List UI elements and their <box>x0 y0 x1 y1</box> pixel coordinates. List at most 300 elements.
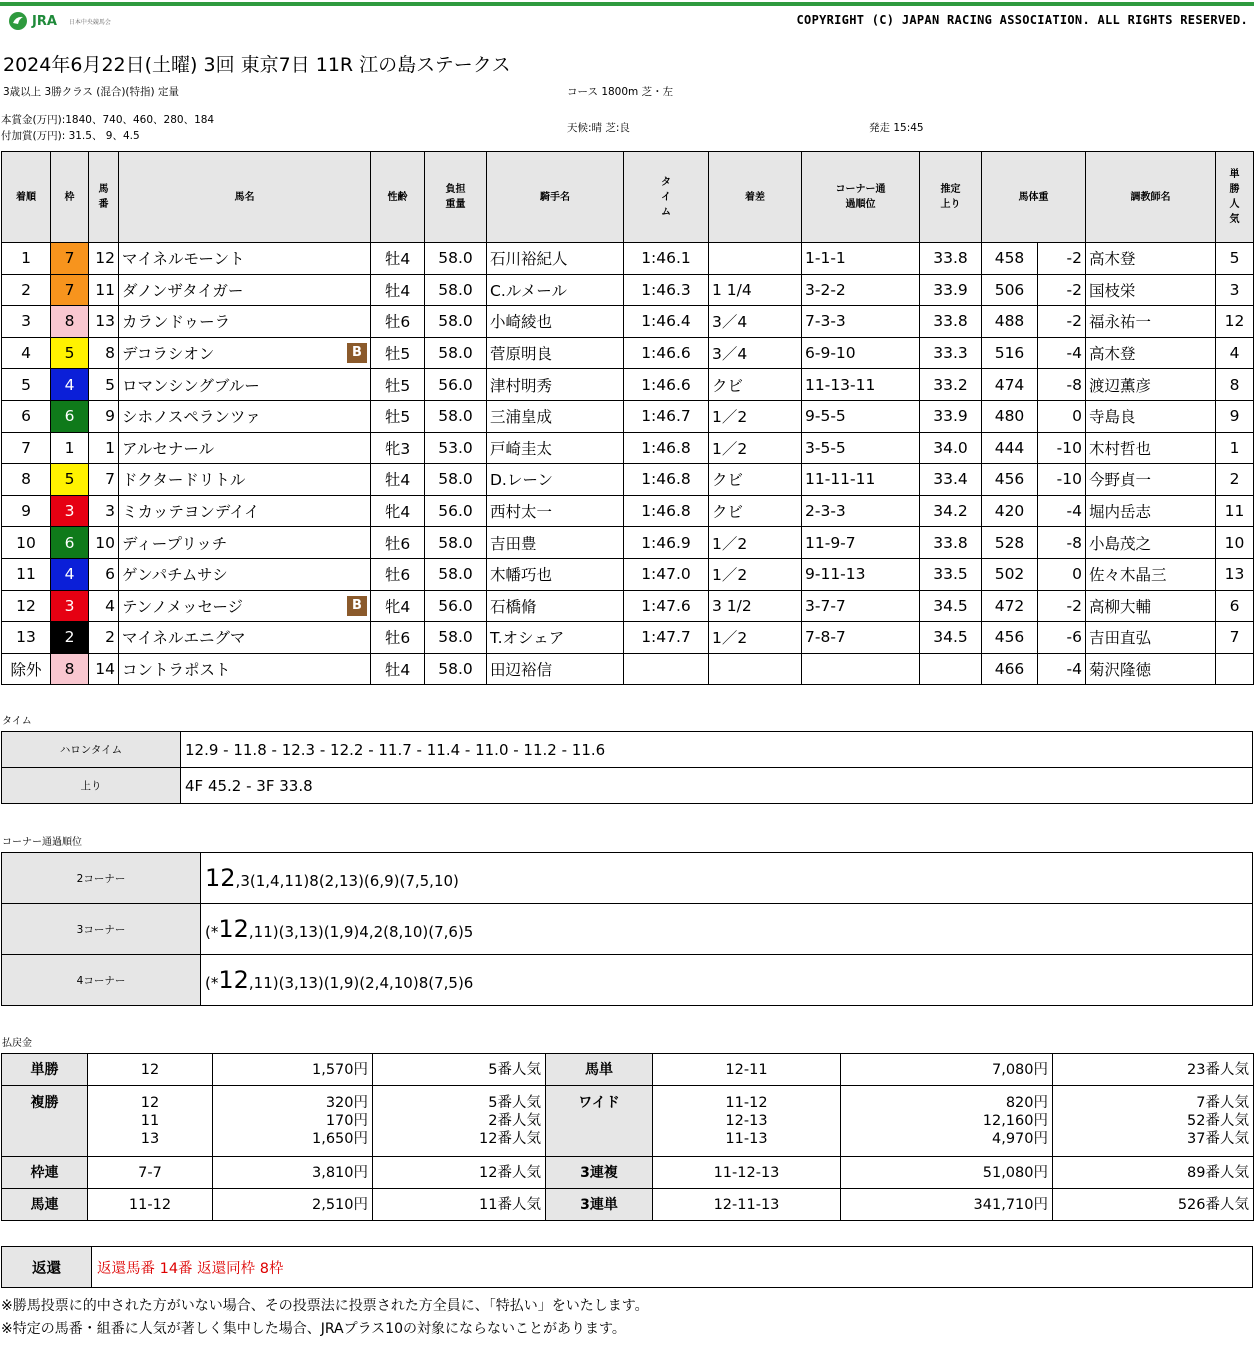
waku-cell: 5 <box>51 337 89 369</box>
umaren-pop: 11番人気 <box>373 1189 546 1221</box>
last3f-cell: 33.8 <box>920 243 982 275</box>
trainer-link[interactable]: 小島茂之 <box>1089 534 1152 553</box>
fukusho-combo: 13 <box>140 1131 160 1147</box>
weight-diff-cell: 0 <box>1038 558 1086 590</box>
popularity-cell: 12 <box>1216 306 1254 338</box>
horse-name[interactable]: マイネルエニグマ <box>122 629 246 648</box>
umatan-amount: 7,080円 <box>841 1054 1053 1086</box>
corner-cell: 9-11-13 <box>802 558 920 590</box>
jockey-link[interactable]: 小崎綾也 <box>490 313 553 332</box>
waku-cell: 3 <box>51 495 89 527</box>
time-cell: 1:46.8 <box>624 432 709 464</box>
last3f-cell: 33.8 <box>920 527 982 559</box>
sanrenpuku-amount: 51,080円 <box>841 1157 1053 1189</box>
horse-name[interactable]: コントラポスト <box>122 661 231 680</box>
result-row <box>2 432 1254 464</box>
waku-cell: 7 <box>51 243 89 275</box>
time-cell: 1:46.7 <box>624 400 709 432</box>
header-corners <box>802 152 920 243</box>
horse-name-cell <box>119 622 371 654</box>
jockey-cell <box>487 306 624 338</box>
header-jockey: 騎手名 <box>487 152 624 243</box>
fukusho-amount: 320円 <box>325 1095 368 1111</box>
trainer-link[interactable]: 福永祐一 <box>1089 313 1152 332</box>
payout-row <box>2 1086 1254 1157</box>
horse-name-cell <box>119 306 371 338</box>
horse-name[interactable]: アルセナール <box>122 439 215 458</box>
waku-cell: 3 <box>51 590 89 622</box>
fukusho-combo: 12 <box>140 1095 160 1111</box>
horse-name-cell <box>119 653 371 685</box>
umaban-cell: 4 <box>89 590 119 622</box>
result-row <box>2 243 1254 275</box>
horse-name[interactable]: デコラシオン <box>122 345 215 364</box>
popularity-cell: 8 <box>1216 369 1254 401</box>
header-margin: 着差 <box>709 152 802 243</box>
place-cell: 10 <box>2 527 51 559</box>
trainer-link[interactable]: 国枝栄 <box>1089 281 1136 300</box>
trainer-cell <box>1086 337 1216 369</box>
place-cell: 11 <box>2 558 51 590</box>
horse-name-cell <box>119 274 371 306</box>
agari-row <box>2 768 1253 804</box>
header-popularity-text: 単勝人気 <box>1229 169 1240 225</box>
umaban-cell: 2 <box>89 622 119 654</box>
place-cell: 2 <box>2 274 51 306</box>
trainer-cell <box>1086 432 1216 464</box>
corner-cell: 11-9-7 <box>802 527 920 559</box>
jockey-cell <box>487 337 624 369</box>
body-weight-cell: 420 <box>982 495 1038 527</box>
waku-cell: 6 <box>51 400 89 432</box>
margin-cell: 1 1/4 <box>709 274 802 306</box>
fukusho-pop: 12番人気 <box>479 1131 541 1147</box>
result-row <box>2 464 1254 496</box>
header-last3f-text: 推定上り <box>940 184 961 210</box>
waku-cell: 8 <box>51 653 89 685</box>
umaban-cell: 3 <box>89 495 119 527</box>
jockey-cell <box>487 653 624 685</box>
jockey-cell <box>487 243 624 275</box>
furlong-value: 12.9 - 11.8 - 12.3 - 12.2 - 11.7 - 11.4 - 11.0 - 11.2 - 11.6 <box>181 732 1253 768</box>
result-row <box>2 369 1254 401</box>
horse-name[interactable]: シホノスペランツァ <box>122 408 261 427</box>
weight-diff-cell: -6 <box>1038 622 1086 654</box>
trainer-cell <box>1086 306 1216 338</box>
horse-name[interactable]: ディープリッチ <box>122 534 228 553</box>
jockey-cell <box>487 400 624 432</box>
jockey-link[interactable]: 木幡巧也 <box>490 566 553 585</box>
weight-carried-cell: 58.0 <box>425 464 487 496</box>
place-cell: 13 <box>2 622 51 654</box>
wide-amount: 4,970円 <box>991 1131 1048 1147</box>
sanrentan-combo: 12-11-13 <box>653 1189 841 1221</box>
sex-age-cell: 牝4 <box>371 495 425 527</box>
header-body-weight: 馬体重 <box>982 152 1086 243</box>
time-table <box>1 731 1253 804</box>
horse-name-cell <box>119 527 371 559</box>
sex-age-cell: 牡6 <box>371 622 425 654</box>
margin-cell: クビ <box>709 464 802 496</box>
body-weight-cell: 502 <box>982 558 1038 590</box>
tansho-label: 単勝 <box>2 1054 88 1086</box>
corner-cell: 7-3-3 <box>802 306 920 338</box>
header-umaban-text: 馬番 <box>98 184 109 210</box>
fukusho-amounts <box>213 1086 373 1157</box>
popularity-cell <box>1216 653 1254 685</box>
umaban-cell: 13 <box>89 306 119 338</box>
umaban-cell: 12 <box>89 243 119 275</box>
horse-name[interactable]: マイネルモーント <box>122 250 245 269</box>
last3f-cell: 34.5 <box>920 622 982 654</box>
popularity-cell: 7 <box>1216 622 1254 654</box>
sanrenpuku-combo: 11-12-13 <box>653 1157 841 1189</box>
wakuren-label: 枠連 <box>2 1157 88 1189</box>
body-weight-cell: 472 <box>982 590 1038 622</box>
wide-pops <box>1053 1086 1254 1157</box>
margin-cell: 3／4 <box>709 337 802 369</box>
weight-carried-cell: 56.0 <box>425 495 487 527</box>
horse-name[interactable]: テンノメッセージ <box>122 597 244 616</box>
place-cell: 3 <box>2 306 51 338</box>
jockey-cell <box>487 432 624 464</box>
last3f-cell: 34.0 <box>920 432 982 464</box>
jockey-link[interactable]: 石川裕紀人 <box>490 250 568 269</box>
corner-leader: 12 <box>218 915 249 943</box>
horse-name[interactable]: ミカッテヨンデイイ <box>122 503 260 522</box>
header-place: 着順 <box>2 152 51 243</box>
sex-age-cell: 牡5 <box>371 337 425 369</box>
umaren-label: 馬連 <box>2 1189 88 1221</box>
jockey-link[interactable]: C.ルメール <box>490 281 567 300</box>
trainer-cell <box>1086 558 1216 590</box>
body-weight-cell: 458 <box>982 243 1038 275</box>
horse-name-cell <box>119 432 371 464</box>
place-cell: 8 <box>2 464 51 496</box>
weight-carried-cell: 58.0 <box>425 622 487 654</box>
corner-section-label: コーナー通過順位 <box>2 837 82 848</box>
blinker-badge: B <box>347 596 367 616</box>
weight-carried-cell: 58.0 <box>425 274 487 306</box>
payout-row <box>2 1054 1254 1086</box>
payout-row <box>2 1157 1254 1189</box>
jockey-link[interactable]: 石橋脩 <box>490 597 537 616</box>
corner-label: 4コーナー <box>2 955 201 1006</box>
time-section-label: タイム <box>2 716 32 727</box>
umaban-cell: 11 <box>89 274 119 306</box>
payout-section-label: 払戻金 <box>2 1038 32 1049</box>
weather-track: 天候:晴 芝:良 <box>567 122 630 134</box>
corner-leader: 12 <box>218 966 249 994</box>
wide-combo: 11-12 <box>725 1095 768 1111</box>
weight-diff-cell: -8 <box>1038 527 1086 559</box>
results-header-row <box>2 152 1254 243</box>
last3f-cell: 34.5 <box>920 590 982 622</box>
jockey-link[interactable]: 菅原明良 <box>490 345 553 364</box>
time-cell: 1:46.9 <box>624 527 709 559</box>
furlong-label: ハロンタイム <box>2 732 181 768</box>
weight-carried-cell: 58.0 <box>425 400 487 432</box>
popularity-cell: 4 <box>1216 337 1254 369</box>
header-waku: 枠 <box>51 152 89 243</box>
weight-carried-cell: 58.0 <box>425 306 487 338</box>
weight-diff-cell: -2 <box>1038 590 1086 622</box>
last3f-cell: 33.2 <box>920 369 982 401</box>
corner-cell: 2-3-3 <box>802 495 920 527</box>
horse-name[interactable]: ダノンザタイガー <box>122 281 244 300</box>
jockey-link[interactable]: 吉田豊 <box>490 534 537 553</box>
popularity-cell: 11 <box>1216 495 1254 527</box>
horse-name[interactable]: ドクタードリトル <box>122 471 246 490</box>
result-row <box>2 590 1254 622</box>
umaban-cell: 5 <box>89 369 119 401</box>
body-weight-cell: 444 <box>982 432 1038 464</box>
place-cell: 除外 <box>2 653 51 685</box>
jockey-link[interactable]: T.オシェア <box>490 629 565 648</box>
trainer-cell <box>1086 495 1216 527</box>
sanrentan-amount: 341,710円 <box>841 1189 1053 1221</box>
results-body <box>2 243 1254 685</box>
jockey-cell <box>487 495 624 527</box>
corner-cell: 9-5-5 <box>802 400 920 432</box>
body-weight-cell: 506 <box>982 274 1038 306</box>
wide-combos <box>653 1086 841 1157</box>
header-corners-text: コーナー通過順位 <box>835 184 886 210</box>
jockey-cell <box>487 527 624 559</box>
sanrenpuku-label: 3連複 <box>546 1157 653 1189</box>
margin-cell: 3／4 <box>709 306 802 338</box>
result-row <box>2 558 1254 590</box>
result-row <box>2 622 1254 654</box>
corner-cell <box>802 653 920 685</box>
margin-cell: 1／2 <box>709 558 802 590</box>
jockey-link[interactable]: 戸崎圭太 <box>490 439 553 458</box>
corner-label: 3コーナー <box>2 904 201 955</box>
jockey-link[interactable]: 西村太一 <box>490 503 553 522</box>
prize-extra: 付加賞(万円): 31.5、 9、4.5 <box>1 130 140 142</box>
header-time <box>624 152 709 243</box>
note-jra-plus10: ※特定の馬番・組番に人気が著しく集中した場合、JRAプラス10の対象にならないことがあります。 <box>1 1321 626 1337</box>
margin-cell: クビ <box>709 495 802 527</box>
sex-age-cell: 牝4 <box>371 590 425 622</box>
last3f-cell: 33.3 <box>920 337 982 369</box>
umaban-cell: 10 <box>89 527 119 559</box>
umatan-label: 馬単 <box>546 1054 653 1086</box>
corner-order <box>201 853 1253 904</box>
agari-value: 4F 45.2 - 3F 33.8 <box>181 768 1253 804</box>
body-weight-cell: 474 <box>982 369 1038 401</box>
corner-prefix: (* <box>205 923 219 941</box>
jockey-link[interactable]: D.レーン <box>490 471 554 490</box>
place-cell: 1 <box>2 243 51 275</box>
horse-name[interactable]: ゲンパチムサシ <box>122 566 228 585</box>
trainer-link[interactable]: 堀内岳志 <box>1089 503 1152 522</box>
trainer-link[interactable]: 高木登 <box>1089 345 1136 364</box>
weight-carried-cell: 53.0 <box>425 432 487 464</box>
tansho-pop: 5番人気 <box>373 1054 546 1086</box>
fukusho-combo: 11 <box>140 1113 160 1129</box>
corner-leader: 12 <box>205 864 236 892</box>
fukusho-amount: 170円 <box>325 1113 368 1129</box>
waku-cell: 7 <box>51 274 89 306</box>
logo-text: JRA <box>32 13 57 29</box>
jra-emblem-icon <box>8 11 28 31</box>
jockey-link[interactable]: 三浦皇成 <box>490 408 553 427</box>
sex-age-cell: 牡6 <box>371 306 425 338</box>
umaban-cell: 9 <box>89 400 119 432</box>
payout-table <box>1 1053 1254 1221</box>
waku-cell: 4 <box>51 369 89 401</box>
sex-age-cell: 牡6 <box>371 527 425 559</box>
weight-diff-cell: -4 <box>1038 495 1086 527</box>
popularity-cell: 1 <box>1216 432 1254 464</box>
horse-name-cell <box>119 558 371 590</box>
jra-logo <box>8 10 111 32</box>
time-cell: 1:46.8 <box>624 464 709 496</box>
note-special-payout: ※勝馬投票に的中された方がいない場合、その投票法に投票された方全員に、「特払い」をいたします。 <box>1 1298 649 1314</box>
waku-cell: 1 <box>51 432 89 464</box>
copyright-notice: COPYRIGHT (C) JAPAN RACING ASSOCIATION. ALL RIGHTS RESERVED. <box>796 13 1248 27</box>
horse-name-cell <box>119 495 371 527</box>
result-row <box>2 400 1254 432</box>
corner-rest: ,3(1,4,11)8(2,13)(6,9)(7,5,10) <box>235 872 459 890</box>
place-cell: 7 <box>2 432 51 464</box>
trainer-cell <box>1086 400 1216 432</box>
race-title: 2024年6月22日(土曜) 3回 東京7日 11R 江の島ステークス <box>3 54 511 76</box>
margin-cell <box>709 653 802 685</box>
trainer-link[interactable]: 高柳大輔 <box>1089 597 1152 616</box>
trainer-link[interactable]: 菊沢隆徳 <box>1089 661 1152 680</box>
jockey-cell <box>487 464 624 496</box>
umaban-cell: 8 <box>89 337 119 369</box>
margin-cell: 3 1/2 <box>709 590 802 622</box>
wide-amount: 12,160円 <box>982 1113 1048 1129</box>
trainer-link[interactable]: 佐々木晶三 <box>1089 566 1167 585</box>
jockey-link[interactable]: 田辺裕信 <box>490 661 553 680</box>
corner-cell: 3-5-5 <box>802 432 920 464</box>
body-weight-cell: 480 <box>982 400 1038 432</box>
jockey-cell <box>487 558 624 590</box>
fukusho-pops <box>373 1086 546 1157</box>
prize-main: 本賞金(万円):1840、740、460、280、184 <box>1 114 215 126</box>
tansho-amount: 1,570円 <box>213 1054 373 1086</box>
margin-cell <box>709 243 802 275</box>
time-cell: 1:46.4 <box>624 306 709 338</box>
umaren-combo: 11-12 <box>88 1189 213 1221</box>
trainer-cell <box>1086 527 1216 559</box>
jockey-link[interactable]: 津村明秀 <box>490 376 553 395</box>
corner-cell: 1-1-1 <box>802 243 920 275</box>
popularity-cell: 13 <box>1216 558 1254 590</box>
waku-cell: 6 <box>51 527 89 559</box>
furlong-row <box>2 732 1253 768</box>
popularity-cell: 10 <box>1216 527 1254 559</box>
weight-carried-cell: 58.0 <box>425 653 487 685</box>
umaban-cell: 6 <box>89 558 119 590</box>
margin-cell: 1／2 <box>709 400 802 432</box>
trainer-link[interactable]: 渡辺薫彦 <box>1089 376 1152 395</box>
result-row <box>2 274 1254 306</box>
sex-age-cell: 牡6 <box>371 558 425 590</box>
fukusho-label: 複勝 <box>2 1086 88 1157</box>
umaban-cell: 7 <box>89 464 119 496</box>
time-cell: 1:46.1 <box>624 243 709 275</box>
horse-name-cell <box>119 337 371 369</box>
horse-name-cell <box>119 400 371 432</box>
body-weight-cell: 456 <box>982 464 1038 496</box>
umaban-cell: 1 <box>89 432 119 464</box>
body-weight-cell: 528 <box>982 527 1038 559</box>
refund-text: 返還馬番 14番 返還同枠 8枠 <box>92 1247 1253 1288</box>
place-cell: 4 <box>2 337 51 369</box>
time-cell: 1:47.7 <box>624 622 709 654</box>
header-umaban <box>89 152 119 243</box>
corner-cell: 3-7-7 <box>802 590 920 622</box>
last3f-cell <box>920 653 982 685</box>
horse-name[interactable]: カランドゥーラ <box>122 313 231 332</box>
horse-name-cell <box>119 464 371 496</box>
corner-label: 2コーナー <box>2 853 201 904</box>
waku-cell: 8 <box>51 306 89 338</box>
time-cell: 1:47.0 <box>624 558 709 590</box>
result-row <box>2 306 1254 338</box>
blinker-badge: B <box>347 343 367 363</box>
jockey-cell <box>487 622 624 654</box>
wide-amount: 820円 <box>1005 1095 1048 1111</box>
last3f-cell: 34.2 <box>920 495 982 527</box>
popularity-cell: 2 <box>1216 464 1254 496</box>
trainer-link[interactable]: 吉田直弘 <box>1089 629 1152 648</box>
weight-diff-cell: -8 <box>1038 369 1086 401</box>
payout-row <box>2 1189 1254 1221</box>
time-cell: 1:46.3 <box>624 274 709 306</box>
waku-cell: 5 <box>51 464 89 496</box>
trainer-cell <box>1086 243 1216 275</box>
weight-carried-cell: 58.0 <box>425 527 487 559</box>
body-weight-cell: 516 <box>982 337 1038 369</box>
sanrentan-label: 3連単 <box>546 1189 653 1221</box>
weight-diff-cell: -10 <box>1038 464 1086 496</box>
trainer-link[interactable]: 木村哲也 <box>1089 439 1152 458</box>
sex-age-cell: 牡4 <box>371 653 425 685</box>
trainer-link[interactable]: 寺島良 <box>1089 408 1136 427</box>
time-cell: 1:46.6 <box>624 369 709 401</box>
result-row <box>2 495 1254 527</box>
wide-combo: 11-13 <box>725 1131 768 1147</box>
corner-row <box>2 853 1253 904</box>
horse-name[interactable]: ロマンシングブルー <box>122 376 260 395</box>
fukusho-combos <box>88 1086 213 1157</box>
corner-order <box>201 904 1253 955</box>
trainer-cell <box>1086 274 1216 306</box>
results-table <box>1 151 1254 685</box>
trainer-link[interactable]: 高木登 <box>1089 250 1136 269</box>
header-time-text: タイム <box>661 176 671 218</box>
trainer-link[interactable]: 今野貞一 <box>1089 471 1152 490</box>
sex-age-cell: 牝3 <box>371 432 425 464</box>
tansho-combo: 12 <box>88 1054 213 1086</box>
last3f-cell: 33.8 <box>920 306 982 338</box>
margin-cell: クビ <box>709 369 802 401</box>
sanrentan-pop: 526番人気 <box>1053 1189 1254 1221</box>
refund-row <box>2 1247 1253 1288</box>
umatan-pop: 23番人気 <box>1053 1054 1254 1086</box>
last3f-cell: 33.5 <box>920 558 982 590</box>
wakuren-amount: 3,810円 <box>213 1157 373 1189</box>
body-weight-cell: 466 <box>982 653 1038 685</box>
time-cell: 1:47.6 <box>624 590 709 622</box>
weight-diff-cell: -4 <box>1038 653 1086 685</box>
